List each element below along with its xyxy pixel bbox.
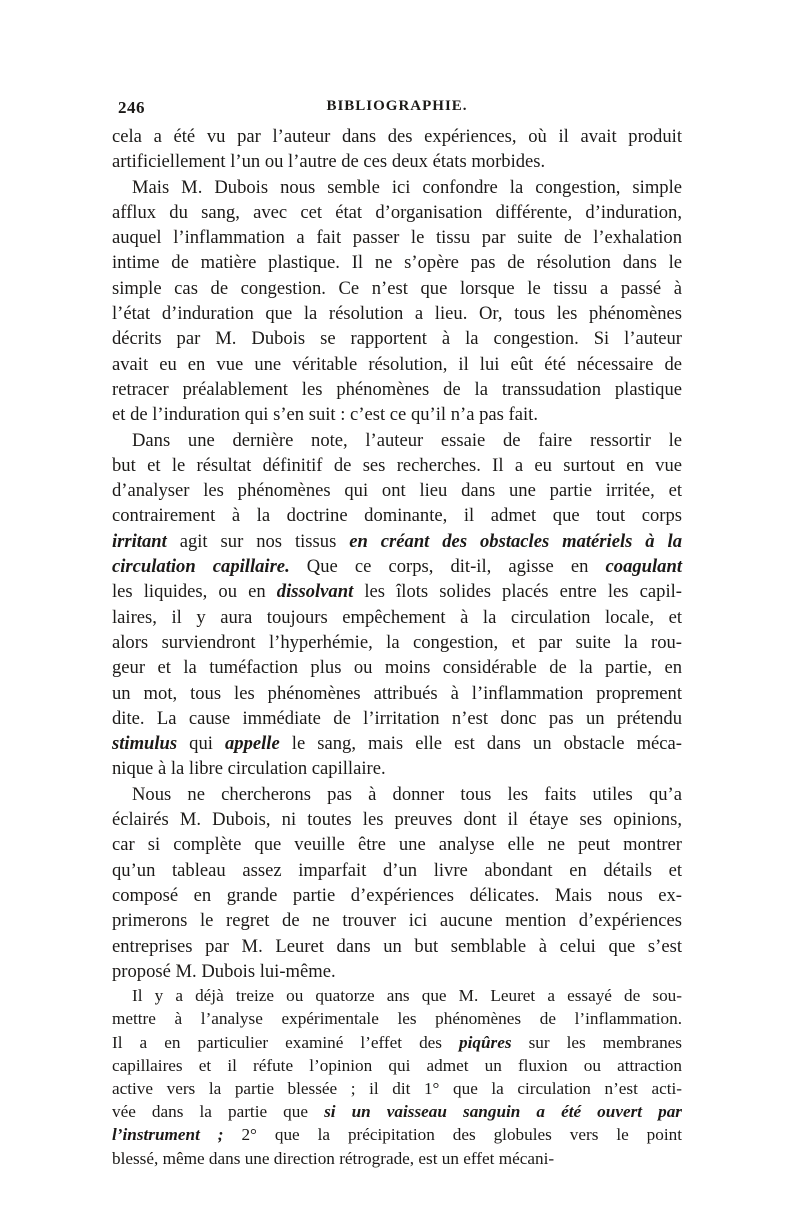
text-line — [112, 1077, 682, 1100]
text-run: 2° que la précipitation des globules vers le point — [223, 1125, 682, 1145]
paragraph-p5 — [112, 984, 682, 1170]
text-run: qui — [177, 733, 225, 755]
text-run: contrairement à la doctrine dominante, il admet que tout corps — [112, 505, 682, 527]
text-run: laires, il y aura toujours empêchement à la circulation locale, et — [112, 606, 682, 628]
text-line — [112, 1007, 682, 1030]
text-run: blessé, même dans une direction rétrograde, est un effet mécani- — [112, 1148, 555, 1168]
text-run: intime de matière plastique. Il ne s’opère pas de résolution dans le — [112, 252, 682, 274]
paragraph-p2 — [112, 175, 682, 428]
text-line — [112, 352, 682, 377]
text-line — [112, 681, 682, 706]
text-line — [112, 402, 682, 427]
text-run: Il a en particulier examiné l’effet des — [112, 1032, 460, 1052]
paragraph-p1 — [112, 124, 682, 175]
text-run: auquel l’inflammation a fait passer le tissu par suite de l’exhalation — [112, 227, 682, 249]
text-run: but et le résultat définitif de ses recherches. Il a eu surtout en vue — [112, 454, 682, 476]
text-line — [112, 428, 682, 453]
paragraph-p4 — [112, 782, 682, 984]
emphasized-text: l’instrument ; — [112, 1125, 224, 1145]
text-line — [112, 908, 682, 933]
text-line — [112, 529, 682, 554]
running-title: BIBLIOGRAPHIE. — [326, 98, 468, 114]
text-run: active vers la partie blessée ; il dit 1° que la circulation n’est acti- — [112, 1078, 682, 1098]
text-run: Dans une dernière note, l’auteur essaie de faire ressortir le — [132, 429, 682, 451]
text-line — [112, 782, 682, 807]
text-run: l’état d’induration que la résolution a lieu. Or, tous les phénomènes — [112, 303, 682, 325]
emphasized-text: coagulant — [605, 556, 682, 578]
text-run: proposé M. Dubois lui-même. — [112, 960, 336, 982]
text-run: artificiellement l’un ou l’autre de ces deux états morbides. — [112, 151, 546, 173]
text-line — [112, 959, 682, 984]
text-line — [112, 175, 682, 200]
text-run: d’analyser les phénomènes qui ont lieu dans une partie irritée, et — [112, 480, 682, 502]
text-run: simple cas de congestion. Ce n’est que lorsque le tissu a passé à — [112, 277, 682, 299]
text-run: les liquides, ou en — [112, 581, 277, 603]
page-number: 246 — [118, 98, 145, 117]
text-run: mettre à l’analyse expérimentale les phénomènes de l’inflammation. — [112, 1009, 682, 1029]
text-run: primerons le regret de ne trouver ici aucune mention d’expériences — [112, 910, 682, 932]
text-run: afflux du sang, avec cet état d’organisation différente, d’induration, — [112, 201, 682, 223]
text-line — [112, 149, 682, 174]
text-line — [112, 984, 682, 1007]
text-run: entreprises par M. Leuret dans un but semblable à celui que s’est — [112, 935, 682, 957]
emphasized-text: stimulus — [112, 733, 178, 755]
text-run: et de l’induration qui s’en suit : c’est ce qu’il n’a pas fait. — [112, 404, 538, 426]
text-line — [112, 503, 682, 528]
text-run: le sang, mais elle est dans un obstacle méca- — [279, 733, 682, 755]
text-line — [112, 200, 682, 225]
emphasized-text: piqûres — [459, 1032, 512, 1052]
text-run: capillaires et il réfute l’opinion qui admet un fluxion ou attraction — [112, 1055, 682, 1075]
paragraph-p3 — [112, 428, 682, 782]
text-line — [112, 377, 682, 402]
text-run: décrits par M. Dubois se rapportent à la congestion. Si l’auteur — [112, 328, 682, 350]
text-run: Il y a déjà treize ou quatorze ans que M. Leuret a essayé de sou- — [132, 986, 682, 1006]
emphasized-text: irritant — [112, 530, 167, 552]
emphasized-text: dissolvant — [276, 581, 354, 603]
text-line — [112, 706, 682, 731]
text-line — [112, 554, 682, 579]
text-line — [112, 1031, 682, 1054]
text-line — [112, 655, 682, 680]
text-line — [112, 1100, 682, 1123]
running-header — [112, 98, 682, 124]
text-line — [112, 276, 682, 301]
text-line — [112, 883, 682, 908]
text-run: composé en grande partie d’expériences délicates. Mais nous ex- — [112, 884, 682, 906]
text-line — [112, 124, 682, 149]
text-line — [112, 832, 682, 857]
text-run: geur et la tuméfaction plus ou moins considérable de la partie, en — [112, 657, 682, 679]
text-line — [112, 807, 682, 832]
text-run: les îlots solides placés entre les capil- — [353, 581, 682, 603]
text-run: avait eu en vue une véritable résolution, il lui eût été nécessaire de — [112, 353, 682, 375]
emphasized-text: circulation capillaire. — [112, 556, 290, 578]
text-run: qu’un tableau assez imparfait d’un livre abondant en détails et — [112, 859, 682, 881]
text-line — [112, 326, 682, 351]
text-run: cela a été vu par l’auteur dans des expériences, où il avait produit — [112, 126, 682, 147]
text-run: Mais M. Dubois nous semble ici confondre la congestion, simple — [132, 176, 682, 198]
text-body — [112, 124, 682, 1170]
text-run: car si complète que veuille être une analyse elle ne peut montrer — [112, 834, 682, 856]
text-line — [112, 1054, 682, 1077]
text-line — [112, 478, 682, 503]
text-line — [112, 301, 682, 326]
text-line — [112, 731, 682, 756]
page — [112, 98, 682, 1170]
text-run: Nous ne chercherons pas à donner tous les faits utiles qu’a — [132, 783, 682, 805]
text-line — [112, 1123, 682, 1146]
text-line — [112, 225, 682, 250]
text-run: éclairés M. Dubois, ni toutes les preuves dont il étaye ses opinions, — [112, 809, 682, 831]
text-line — [112, 579, 682, 604]
text-run: retracer préalablement les phénomènes de la transsudation plastique — [112, 378, 682, 400]
text-run: nique à la libre circulation capillaire. — [112, 758, 386, 780]
text-run: dite. La cause immédiate de l’irritation n’est donc pas un prétendu — [112, 707, 682, 729]
text-line — [112, 858, 682, 883]
text-line — [112, 1147, 682, 1170]
emphasized-text: appelle — [225, 733, 280, 755]
text-run: vée dans la partie que — [112, 1102, 325, 1122]
text-line — [112, 453, 682, 478]
text-line — [112, 630, 682, 655]
text-run: sur les membranes — [511, 1032, 682, 1052]
text-run: Que ce corps, dit-il, agisse en — [289, 556, 606, 578]
text-line — [112, 756, 682, 781]
text-run: un mot, tous les phénomènes attribués à l’inflammation proprement — [112, 682, 682, 704]
emphasized-text: en créant des obstacles matériels à la — [349, 530, 682, 552]
text-run: alors surviendront l’hyperhémie, la congestion, et par suite la rou- — [112, 631, 682, 653]
text-line — [112, 605, 682, 630]
emphasized-text: si un vaisseau sanguin a été ouvert par — [324, 1102, 682, 1122]
text-run: agit sur nos tissus — [166, 530, 350, 552]
text-line — [112, 934, 682, 959]
text-line — [112, 250, 682, 275]
